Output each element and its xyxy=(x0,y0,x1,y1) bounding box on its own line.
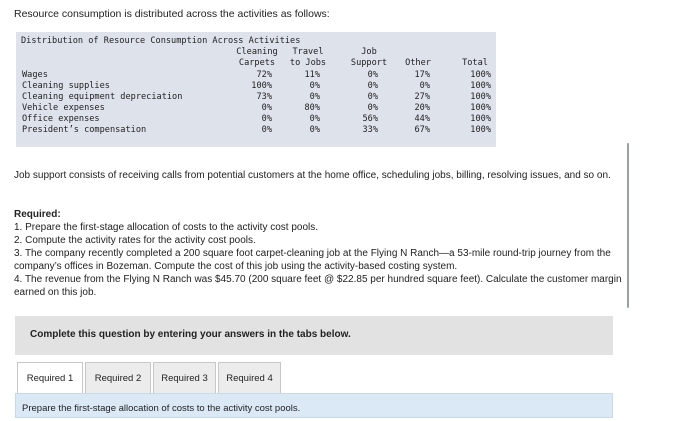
table-cell: 73% xyxy=(256,92,272,102)
table-cell: 0% xyxy=(309,92,320,102)
table-cell: 0% xyxy=(419,81,430,91)
required-title: Required: xyxy=(14,209,61,220)
table-cell: 80% xyxy=(304,103,320,113)
tab-required-2[interactable]: Required 2 xyxy=(85,362,151,393)
table-cell: 0% xyxy=(367,103,378,113)
table-cell: 56% xyxy=(362,114,378,124)
tab-required-3[interactable]: Required 3 xyxy=(153,362,216,393)
table-cell: 0% xyxy=(261,103,272,113)
table-cell: 0% xyxy=(367,81,378,91)
table-cell: 100% xyxy=(470,81,491,91)
table-cell: 100% xyxy=(470,125,491,135)
table-cell: 0% xyxy=(367,70,378,80)
row-label-cleaning-supplies: Cleaning supplies xyxy=(22,81,110,91)
table-cell: 100% xyxy=(470,114,491,124)
tab-panel-instruction: Prepare the first-stage allocation of costs to the activity cost pools. xyxy=(22,403,301,414)
table-cell: 44% xyxy=(414,114,430,124)
required-item-4: 4. The revenue from the Flying N Ranch was $45.70 (200 square feet @ $22.85 per hundred square feet). Calculate the customer margin earned on this job. xyxy=(14,274,622,298)
intro-text: Resource consumption is distributed across the activities as follows: xyxy=(14,8,330,20)
table-cell: 0% xyxy=(309,81,320,91)
tab-required-1[interactable]: Required 1 xyxy=(17,362,83,393)
row-label-office-expenses: Office expenses xyxy=(22,114,100,124)
row-label-wages: Wages xyxy=(22,70,48,80)
header-travel-to-jobs-line1: Travel xyxy=(292,47,324,57)
header-job-support-line2: Support xyxy=(350,58,388,68)
table-cell: 0% xyxy=(309,125,320,135)
table-cell: 33% xyxy=(362,125,378,135)
table-cell: 0% xyxy=(261,114,272,124)
required-item-1: 1. Prepare the first-stage allocation of costs to the activity cost pools. xyxy=(14,222,319,233)
instruction-text: Complete this question by entering your answers in the tabs below. xyxy=(30,329,351,340)
required-item-3: 3. The company recently completed a 200 square foot carpet-cleaning job at the Flying N Ranch—a 53-mile round-trip journey from the company’s offices in Bozeman. Compute the cost of this job using the activity-based costing system. xyxy=(14,248,611,272)
tab-required-4[interactable]: Required 4 xyxy=(218,362,281,393)
table-cell: 17% xyxy=(414,70,430,80)
header-cleaning-carpets-line2: Carpets xyxy=(238,58,276,68)
scrollbar[interactable] xyxy=(627,143,629,308)
table-cell: 100% xyxy=(470,70,491,80)
table-cell: 100% xyxy=(251,81,272,91)
table-cell: 100% xyxy=(470,92,491,102)
table-cell: 67% xyxy=(414,125,430,135)
table-cell: 0% xyxy=(367,92,378,102)
header-other: Other xyxy=(405,58,431,68)
header-cleaning-carpets-line1: Cleaning xyxy=(236,47,278,57)
table-cell: 72% xyxy=(256,70,272,80)
header-total: Total xyxy=(462,58,488,68)
row-label-equipment-depreciation: Cleaning equipment depreciation xyxy=(22,92,183,102)
table-cell: 11% xyxy=(304,70,320,80)
table-cell: 0% xyxy=(309,114,320,124)
required-item-2: 2. Compute the activity rates for the activity cost pools. xyxy=(14,235,256,246)
row-label-vehicle-expenses: Vehicle expenses xyxy=(22,103,105,113)
table-cell: 0% xyxy=(261,125,272,135)
table-cell: 20% xyxy=(414,103,430,113)
table-cell: 27% xyxy=(414,92,430,102)
table-title: Distribution of Resource Consumption Across Activities xyxy=(21,36,301,46)
job-support-text: Job support consists of receiving calls from potential customers at the home office, scheduling jobs, billing, resolving issues, and so on. xyxy=(14,170,611,181)
table-cell: 100% xyxy=(470,103,491,113)
header-job-support-line1: Job xyxy=(361,47,377,57)
row-label-presidents-compensation: President’s compensation xyxy=(22,125,147,135)
header-travel-to-jobs-line2: to Jobs xyxy=(289,58,327,68)
